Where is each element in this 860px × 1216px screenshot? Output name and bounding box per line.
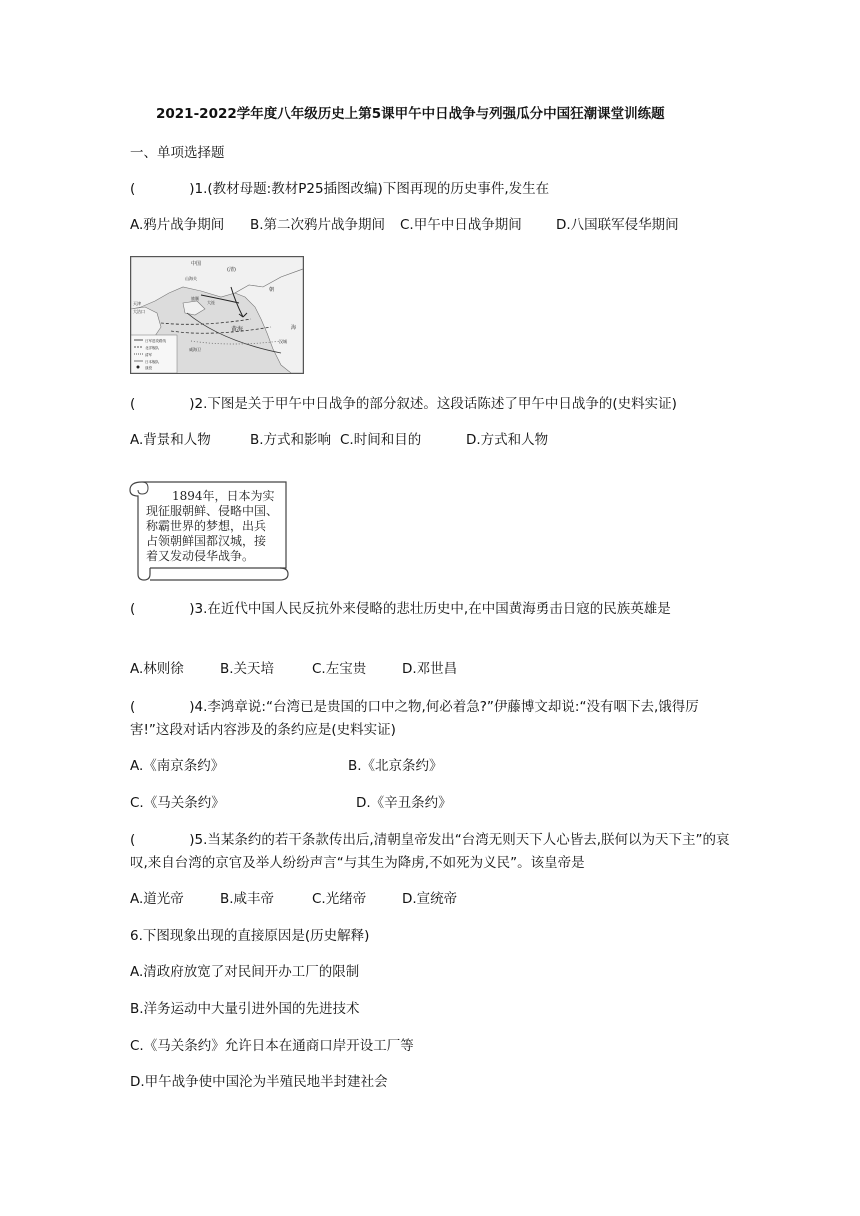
scroll-line-2: 现征服朝鲜、侵略中国、 [146,504,279,518]
scroll-passage [146,489,284,564]
map-legend-5: 战役 [145,366,152,370]
question-5-option-c: C.光绪帝 [312,891,367,907]
question-1-option-c: C.甲午中日战争期间 [400,217,522,233]
question-2-option-c: C.时间和目的 [340,432,422,448]
scroll-line-3: 称霸世界的梦想，出兵 [146,519,267,533]
question-6-option-b: B.洋务运动中大量引进外国的先进技术 [130,1001,360,1017]
question-6-option-a: A.清政府放宽了对民间开办工厂的限制 [130,964,360,980]
map-label-korea: 朝 [269,287,275,293]
question-3-stem: ( )3.在近代中国人民反抗外来侵略的悲壮历史中,在中国黄海勇击日寇的民族英雄是 [130,601,671,617]
map-label-tianjin: 天津 [133,301,141,306]
question-6-option-c: C.《马关条约》允许日本在通商口岸开设工厂等 [130,1038,414,1054]
map-label-shanhaiguan: 山海关 [185,276,197,281]
question-5-option-a: A.道光帝 [130,891,184,907]
map-legend-4: 日本舰队 [145,360,159,364]
question-1-stem: ( )1.(教材母题:教材P25插图改编)下图再现的历史事件,发生在 [130,181,550,197]
map-label-dalian: 大连 [207,300,215,305]
map-label-sea-right: 海 [291,325,297,331]
map-label-qing: (清) [227,267,236,273]
section-heading: 一、单项选择题 [130,145,225,161]
question-4-option-b: B.《北京条约》 [348,758,443,774]
map-label-lushun: 旅顺 [191,296,199,301]
map-label-dagukou: 大沽口 [133,309,145,314]
question-3-option-b: B.关天培 [220,661,275,677]
scroll-line-4: 占领朝鲜国都汉城，接 [146,534,267,548]
question-4-option-a: A.《南京条约》 [130,758,225,774]
question-3-option-c: C.左宝贵 [312,661,367,677]
map-legend-3: 清军 [145,353,152,357]
question-3-option-d: D.邓世昌 [402,661,458,677]
question-5-stem: ( )5.当某条约的若干条款传出后,清朝皇帝发出“台湾无则天下人心皆去,朕何以为天下主”的哀叹,来自台湾的京官及举人纷纷声言“与其生为降虏,不如死为义民”。该皇帝是 [130,832,730,871]
question-2-option-d: D.方式和人物 [466,432,549,448]
question-4-option-d: D.《辛丑条约》 [356,795,452,811]
scroll-line-1: 1894年，日本为实 [172,489,275,503]
map-label-china: 中国 [191,261,202,267]
map-label-seoul: 汉城 [279,339,287,344]
question-6-stem: 6.下图现象出现的直接原因是(历史解释) [130,928,370,944]
question-4-stem: ( )4.李鸿章说:“台湾已是贵国的口中之物,何必着急?”伊藤博文却说:“没有咽下去,饿得厉害!”这段对话内容涉及的条约应是(史料实证) [130,699,699,738]
war-map-figure [130,256,304,374]
map-legend-2: 北洋舰队 [145,346,159,350]
map-label-yellow-sea: 黄海 [231,326,244,333]
question-5-option-d: D.宣统帝 [402,891,458,907]
question-5-option-b: B.咸丰帝 [220,891,275,907]
question-2-stem: ( )2.下图是关于甲午中日战争的部分叙述。这段话陈述了甲午中日战争的(史料实证) [130,396,677,412]
page-title: 2021-2022学年度八年级历史上第5课甲午中日战争与列强瓜分中国狂潮课堂训练题 [156,106,665,122]
question-2-option-b: B.方式和影响 [250,432,332,448]
war-map-drawing [131,257,303,373]
question-1-option-b: B.第二次鸦片战争期间 [250,217,386,233]
question-3-option-a: A.林则徐 [130,661,184,677]
question-4-option-c: C.《马关条约》 [130,795,225,811]
map-label-weihaiwei: 威海卫 [189,347,201,352]
map-legend-1: 日军进攻路线 [145,339,166,343]
question-1-option-d: D.八国联军侵华期间 [556,217,679,233]
question-1-option-a: A.鸦片战争期间 [130,217,225,233]
question-2-option-a: A.背景和人物 [130,432,211,448]
question-6-option-d: D.甲午战争使中国沦为半殖民地半封建社会 [130,1074,388,1090]
scroll-line-5: 着又发动侵华战争。 [146,549,255,563]
